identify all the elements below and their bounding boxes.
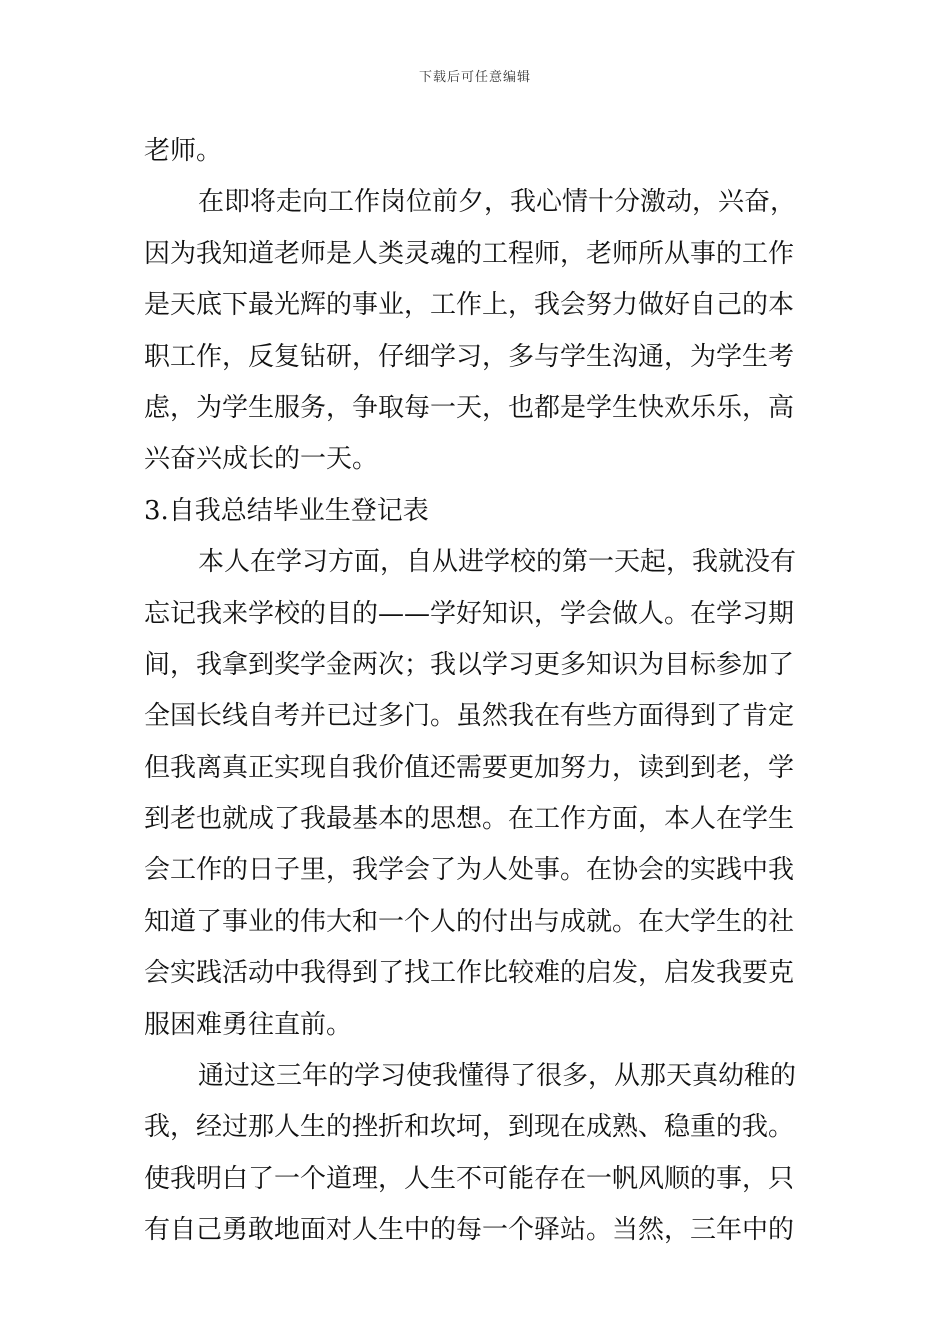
text-line: 有自己勇敢地面对人生中的每一个驿站。当然，三年中的 bbox=[144, 1215, 795, 1246]
text-line: 兴奋兴成长的一天。 bbox=[144, 444, 379, 475]
text-line: 使我明白了一个道理，人生不可能存在一帆风顺的事，只 bbox=[144, 1163, 795, 1194]
text-line: 忘记我来学校的目的——学好知识，学会做人。在学习期 bbox=[144, 598, 795, 629]
text-line: 会工作的日子里，我学会了为人处事。在协会的实践中我 bbox=[144, 855, 795, 886]
text-line: 本人在学习方面，自从进学校的第一天起，我就没有 bbox=[198, 547, 797, 578]
document-body bbox=[144, 126, 808, 1257]
text-line: 但我离真正实现自我价值还需要更加努力，读到到老，学 bbox=[144, 752, 795, 783]
text-line: 通过这三年的学习使我懂得了很多，从那天真幼稚的 bbox=[198, 1061, 797, 1092]
text-line: 间，我拿到奖学金两次；我以学习更多知识为目标参加了 bbox=[144, 649, 795, 680]
text-line: 我，经过那人生的挫折和坎坷，到现在成熟、稳重的我。 bbox=[144, 1112, 795, 1143]
text-line: 虑，为学生服务，争取每一天，也都是学生快欢乐乐，高 bbox=[144, 392, 795, 423]
text-line: 知道了事业的伟大和一个人的付出与成就。在大学生的社 bbox=[144, 906, 795, 937]
section-heading: 3.自我总结毕业生登记表 bbox=[144, 495, 429, 526]
text-line: 职工作，反复钻研，仔细学习，多与学生沟通，为学生考 bbox=[144, 341, 795, 372]
text-line: 服困难勇往直前。 bbox=[144, 1009, 353, 1040]
text-line: 因为我知道老师是人类灵魂的工程师，老师所从事的工作 bbox=[144, 238, 795, 269]
text-line: 会实践活动中我得到了找工作比较难的启发，启发我要克 bbox=[144, 958, 795, 989]
text-line: 老师。 bbox=[144, 136, 223, 166]
text-line: 是天底下最光辉的事业，工作上，我会努力做好自己的本 bbox=[144, 290, 795, 321]
page-header: 下载后可任意编辑 bbox=[418, 70, 531, 85]
text-line: 在即将走向工作岗位前夕，我心情十分激动，兴奋， bbox=[198, 187, 797, 218]
text-line: 到老也就成了我最基本的思想。在工作方面，本人在学生 bbox=[144, 804, 795, 835]
text-line: 全国长线自考并已过多门。虽然我在有些方面得到了肯定 bbox=[144, 701, 795, 732]
